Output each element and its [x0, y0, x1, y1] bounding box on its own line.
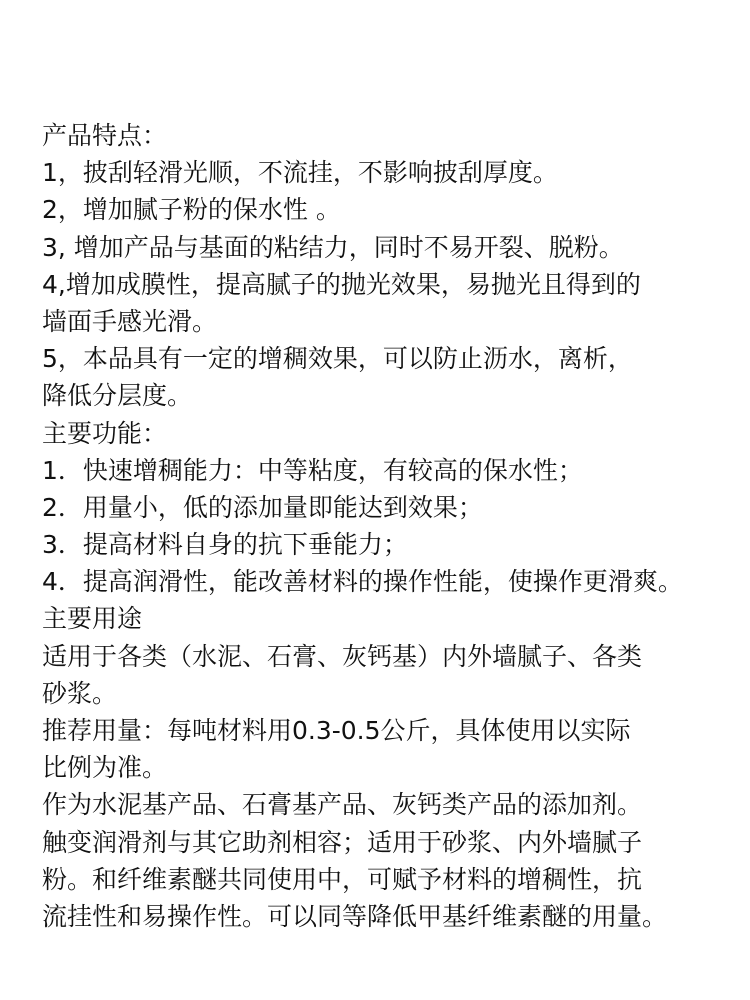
text-line: 5，本品具有一定的增稠效果，可以防止沥水，离析，	[42, 344, 633, 374]
text-line: 1．快速增稠能力：中等粘度，有较高的保水性；	[42, 455, 583, 485]
text-line: 流挂性和易操作性。可以同等降低甲基纤维素醚的用量。	[42, 901, 668, 931]
text-line: 触变润滑剂与其它助剂相容；适用于砂浆、内外墙腻子	[42, 827, 643, 857]
text-line: 2，增加腻子粉的保水性 。	[42, 195, 341, 225]
text-line: 砂浆。	[42, 678, 118, 708]
section-heading-features: 产品特点：	[42, 121, 168, 150]
text-line: 1，披刮轻滑光顺，不流挂，不影响披刮厚度。	[42, 158, 558, 188]
section-heading-uses: 主要用途	[42, 604, 143, 634]
text-line: 2．用量小，低的添加量即能达到效果；	[42, 492, 483, 522]
text-line: 4,增加成膜性，提高腻子的抛光效果，易抛光且得到的	[42, 269, 641, 299]
text-line: 4．提高润滑性，能改善材料的操作性能，使操作更滑爽。	[42, 567, 683, 597]
text-line: 3．提高材料自身的抗下垂能力；	[42, 530, 408, 560]
text-line: 粉。和纤维素醚共同使用中，可赋予材料的增稠性，抗	[42, 864, 643, 894]
product-description-text	[42, 117, 750, 935]
text-line: 比例为准。	[42, 753, 168, 783]
text-line: 降低分层度。	[42, 381, 193, 411]
text-line: 3, 增加产品与基面的粘结力，同时不易开裂、脱粉。	[42, 232, 624, 262]
text-line: 推荐用量：每吨材料用0.3-0.5公斤，具体使用以实际	[42, 716, 631, 745]
text-line: 作为水泥基产品、石膏基产品、灰钙类产品的添加剂。	[42, 790, 643, 820]
text-line: 适用于各类（水泥、石膏、灰钙基）内外墙腻子、各类	[42, 641, 643, 671]
text-line: 墙面手感光滑。	[42, 306, 218, 336]
section-heading-functions: 主要功能：	[42, 418, 168, 448]
